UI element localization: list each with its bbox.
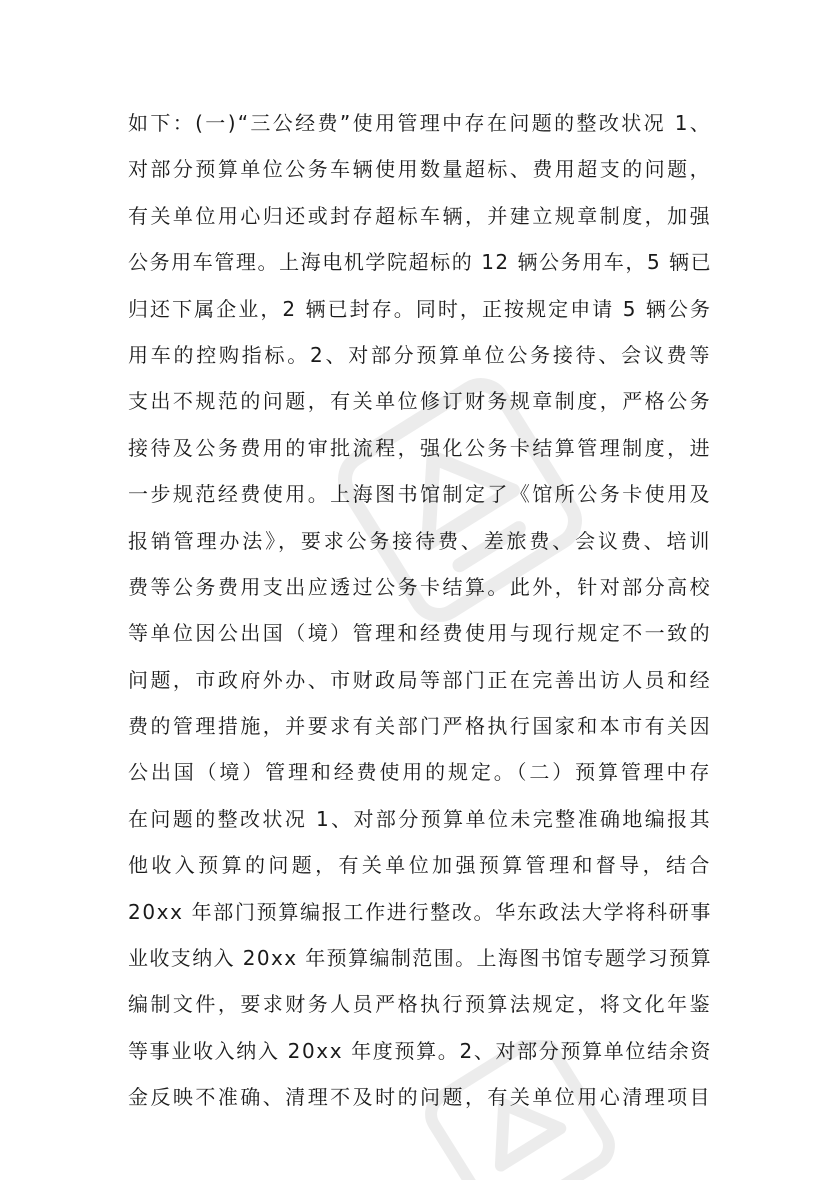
text-line: 支出不规范的问题，有关单位修订财务规章制度，严格公务	[128, 389, 712, 414]
text-line: 报销管理办法》，要求公务接待费、差旅费、会议费、培训	[128, 528, 712, 553]
text-line: 费等公务费用支出应透过公务卡结算。此外，针对部分高校	[128, 574, 712, 599]
text-line: 等单位因公出国（境）管理和经费使用与现行规定不一致的	[128, 621, 712, 646]
text-line: 接待及公务费用的审批流程，强化公务卡结算管理制度，进	[128, 435, 712, 460]
text-line: 问题，市政府外办、市财政局等部门正在完善出访人员和经	[128, 667, 712, 692]
text-line: 有关单位用心归还或封存超标车辆，并建立规章制度，加强	[128, 203, 712, 228]
text-line: 业收支纳入 20xx 年预算编制范围。上海图书馆专题学习预算	[128, 946, 712, 971]
text-line: 他收入预算的问题，有关单位加强预算管理和督导，结合	[128, 853, 712, 878]
text-line: 如下：(一)“三公经费”使用管理中存在问题的整改状况 1、	[128, 111, 712, 135]
text-line: 用车的控购指标。2、对部分预算单位公务接待、会议费等	[128, 342, 712, 367]
text-line: 等事业收入纳入 20xx 年度预算。2、对部分预算单位结余资	[128, 1038, 712, 1063]
text-line: 归还下属企业，2 辆已封存。同时，正按规定申请 5 辆公务	[128, 296, 712, 321]
text-line: 费的管理措施，并要求有关部门严格执行国家和本市有关因	[128, 714, 712, 739]
text-line: 编制文件，要求财务人员严格执行预算法规定，将文化年鉴	[128, 992, 712, 1017]
text-line: 在问题的整改状况 1、对部分预算单位未完整准确地编报其	[128, 806, 712, 831]
text-line: 一步规范经费使用。上海图书馆制定了《馆所公务卡使用及	[128, 482, 712, 507]
text-line: 20xx 年部门预算编报工作进行整改。华东政法大学将科研事	[128, 899, 712, 924]
text-line: 金反映不准确、清理不及时的问题，有关单位用心清理项目	[128, 1085, 712, 1110]
text-line: 公出国（境）管理和经费使用的规定。（二）预算管理中存	[128, 760, 712, 785]
text-line: 对部分预算单位公务车辆使用数量超标、费用超支的问题，	[128, 157, 712, 182]
text-line: 公务用车管理。上海电机学院超标的 12 辆公务用车，5 辆已	[128, 250, 712, 275]
document-body	[128, 100, 712, 1121]
